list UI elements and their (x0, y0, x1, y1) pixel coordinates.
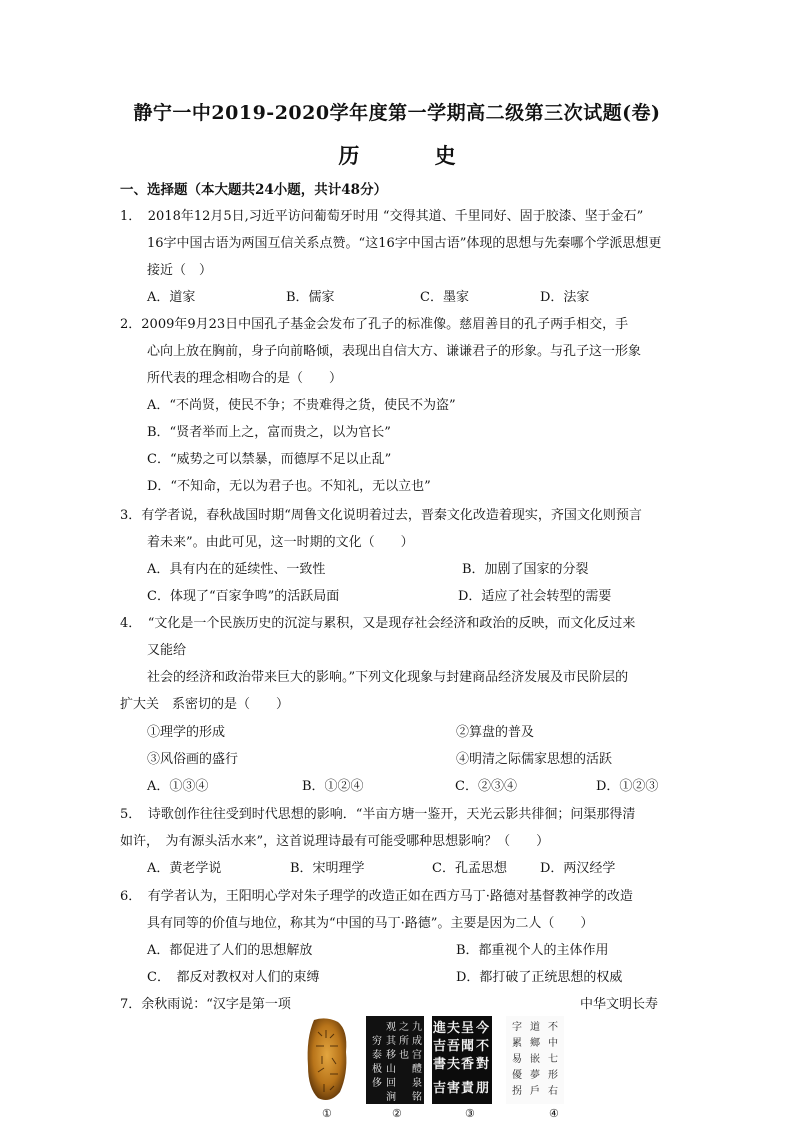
q4-line-2: 又能给 (147, 643, 187, 658)
q5-option-c: C．孔孟思想 (432, 861, 507, 876)
svg-text:形: 形 (548, 1070, 558, 1081)
q2-line-3: 所代表的理念相吻合的是（ ） (147, 371, 343, 386)
svg-text:七: 七 (548, 1054, 558, 1065)
svg-text:右: 右 (548, 1086, 558, 1097)
svg-text:醴: 醴 (412, 1064, 422, 1075)
q2-option-a: A．“不尚贤，使民不争；不贵难得之货，使民不为盗” (147, 398, 456, 413)
q5-option-a: A．黄老学说 (147, 861, 222, 876)
svg-text:涧: 涧 (386, 1092, 396, 1103)
svg-text:吾: 吾 (447, 1039, 461, 1054)
q1-line-1: 1． 2018年12月5日,习近平访问葡萄牙时用 “交得其道、千里同好、固于胶漆、坚于金石” (120, 209, 644, 224)
svg-text:观: 观 (386, 1022, 396, 1033)
q6-option-b: B．都重视个人的主体作用 (456, 943, 609, 958)
svg-text:聞: 聞 (461, 1039, 475, 1054)
svg-text:今: 今 (476, 1021, 490, 1036)
svg-text:書: 書 (433, 1057, 447, 1072)
svg-text:也: 也 (399, 1050, 409, 1061)
q2-line-1: 2．2009年9月23日中国孔子基金会发布了孔子的标准像。慈眉善目的孔子两手相交，手 (120, 317, 629, 332)
q3-option-d: D．适应了社会转型的需要 (458, 589, 612, 604)
q2-option-b: B．“贤者举而上之，富而贵之，以为官长” (147, 425, 391, 440)
q1-option-b: B．儒家 (286, 290, 335, 305)
q6-line-2: 具有同等的价值与地位，称其为“中国的马丁·路德”。主要是因为二人（ ） (147, 916, 594, 931)
q4-item-2: ②算盘的普及 (456, 725, 535, 740)
svg-text:侈: 侈 (372, 1078, 382, 1089)
svg-text:山: 山 (386, 1064, 396, 1075)
q4-item-4: ④明清之际儒家思想的活跃 (456, 752, 613, 767)
svg-text:成: 成 (412, 1036, 422, 1047)
image-label-2: ② (392, 1107, 402, 1120)
q3-line-2: 着未来”。由此可见，这一时期的文化（ ） (147, 535, 414, 550)
svg-text:香: 香 (461, 1057, 475, 1072)
svg-text:對: 對 (476, 1057, 490, 1072)
q5-option-b: B．宋明理学 (290, 861, 365, 876)
oracle-bone-image (304, 1016, 350, 1104)
section-heading: 一、选择题（本大题共24小题，共计48分） (120, 182, 388, 198)
q6-option-c: C． 都反对教权对人们的束缚 (147, 970, 320, 985)
image-label-4: ④ (549, 1107, 559, 1120)
cursive-script-image (506, 1016, 564, 1104)
svg-text:道: 道 (530, 1022, 540, 1033)
svg-text:吉: 吉 (433, 1039, 447, 1054)
q2-option-c: C．“威势之可以禁暴，而德厚不足以止乱” (147, 452, 392, 467)
q4-item-3: ③风俗画的盛行 (147, 752, 239, 767)
svg-text:易: 易 (512, 1054, 522, 1065)
q5-line-2: 如许， 为有源头活水来”，这首说理诗最有可能受哪种思想影响？（ ） (120, 834, 550, 849)
q5-option-d: D．两汉经学 (540, 861, 616, 876)
svg-text:害: 害 (447, 1081, 461, 1096)
document-title: 静宁一中2019-2020学年度第一学期高二级第三次试题(卷) (133, 102, 661, 124)
q7-line-left: 7．余秋雨说：“汉字是第一项 (120, 997, 291, 1012)
svg-text:字: 字 (512, 1022, 522, 1033)
q4-line-3: 社会的经济和政治带来巨大的影响。”下列文化现象与封建商品经济发展及市民阶层的 (147, 670, 629, 685)
q4-line-1: 4． “文化是一个民族历史的沉淀与累积，又是现存社会经济和政治的反映，而文化反过来 (120, 616, 636, 631)
q4-option-a: A．①③④ (147, 779, 209, 794)
seal-script-image (432, 1016, 492, 1104)
svg-text:責: 責 (461, 1081, 475, 1096)
q1-line-3: 接近（ ） (147, 263, 213, 278)
svg-text:泉: 泉 (412, 1078, 422, 1089)
svg-text:其: 其 (386, 1036, 396, 1047)
q2-line-2: 心向上放在胸前，身子向前略倾，表现出自信大方、谦谦君子的形象。与孔子这一形象 (147, 344, 642, 359)
q4-option-b: B．①②④ (302, 779, 364, 794)
q2-option-d: D．“不知命，无以为君子也。不知礼，无以立也” (147, 479, 431, 494)
svg-text:铭: 铭 (412, 1092, 422, 1103)
q4-option-c: C．②③④ (455, 779, 517, 794)
q6-option-a: A．都促进了人们的思想解放 (147, 943, 313, 958)
svg-text:戶: 戶 (530, 1086, 540, 1097)
svg-text:不: 不 (548, 1022, 558, 1033)
svg-text:回: 回 (386, 1078, 396, 1089)
q6-line-1: 6． 有学者认为，王阳明心学对朱子理学的改造正如在西方马丁·路德对基督教神学的改造 (120, 889, 633, 904)
q3-line-1: 3．有学者说，春秋战国时期“周鲁文化说明着过去，晋秦文化改造着现实，齐国文化则预言 (120, 508, 642, 523)
q4-line-4: 扩大关 系密切的是（ ） (120, 697, 290, 712)
svg-text:之: 之 (399, 1022, 409, 1033)
svg-text:穷: 穷 (372, 1036, 382, 1047)
svg-text:進: 進 (433, 1021, 447, 1036)
svg-text:夫: 夫 (447, 1021, 461, 1036)
q1-line-2: 16字中国古语为两国互信关系点赞。“这16字中国古语”体现的思想与先秦哪个学派思想更 (147, 236, 662, 251)
q3-option-a: A．具有内在的延续性、一致性 (147, 562, 326, 577)
image-label-1: ① (322, 1107, 332, 1120)
svg-text:九: 九 (412, 1022, 422, 1033)
calligraphy-rubbing-image (366, 1016, 424, 1104)
svg-text:泰: 泰 (372, 1050, 382, 1061)
svg-text:不: 不 (476, 1039, 490, 1054)
svg-text:鄉: 鄉 (530, 1038, 540, 1049)
svg-text:夢: 夢 (530, 1070, 540, 1081)
svg-text:拐: 拐 (512, 1086, 522, 1097)
q3-option-b: B．加剧了国家的分裂 (462, 562, 589, 577)
svg-text:嵌: 嵌 (530, 1054, 540, 1065)
svg-text:優: 優 (512, 1070, 522, 1081)
svg-text:朋: 朋 (476, 1081, 490, 1096)
q1-option-c: C．墨家 (420, 290, 469, 305)
q1-option-d: D．法家 (540, 290, 590, 305)
svg-text:夫: 夫 (447, 1057, 461, 1072)
document-subject: 历 史 (338, 143, 490, 168)
svg-text:移: 移 (386, 1050, 396, 1061)
svg-text:呈: 呈 (461, 1021, 475, 1036)
q3-option-c: C．体现了“百家争鸣”的活跃局面 (147, 589, 340, 604)
svg-text:吉: 吉 (433, 1081, 447, 1096)
svg-text:极: 极 (372, 1064, 382, 1075)
q1-option-a: A．道家 (147, 290, 196, 305)
image-label-3: ③ (465, 1107, 475, 1120)
q4-option-d: D．①②③ (596, 779, 659, 794)
svg-text:中: 中 (548, 1038, 558, 1049)
svg-text:所: 所 (399, 1036, 409, 1047)
q6-option-d: D．都打破了正统思想的权威 (456, 970, 623, 985)
q4-item-1: ①理学的形成 (147, 725, 226, 740)
q5-line-1: 5． 诗歌创作往往受到时代思想的影响．“半亩方塘一鉴开，天光云影共徘徊；问渠那得清 (120, 807, 636, 822)
svg-text:累: 累 (512, 1038, 522, 1049)
svg-text:宫: 宫 (412, 1050, 422, 1061)
q7-line-right: 中华文明长寿 (580, 997, 659, 1012)
